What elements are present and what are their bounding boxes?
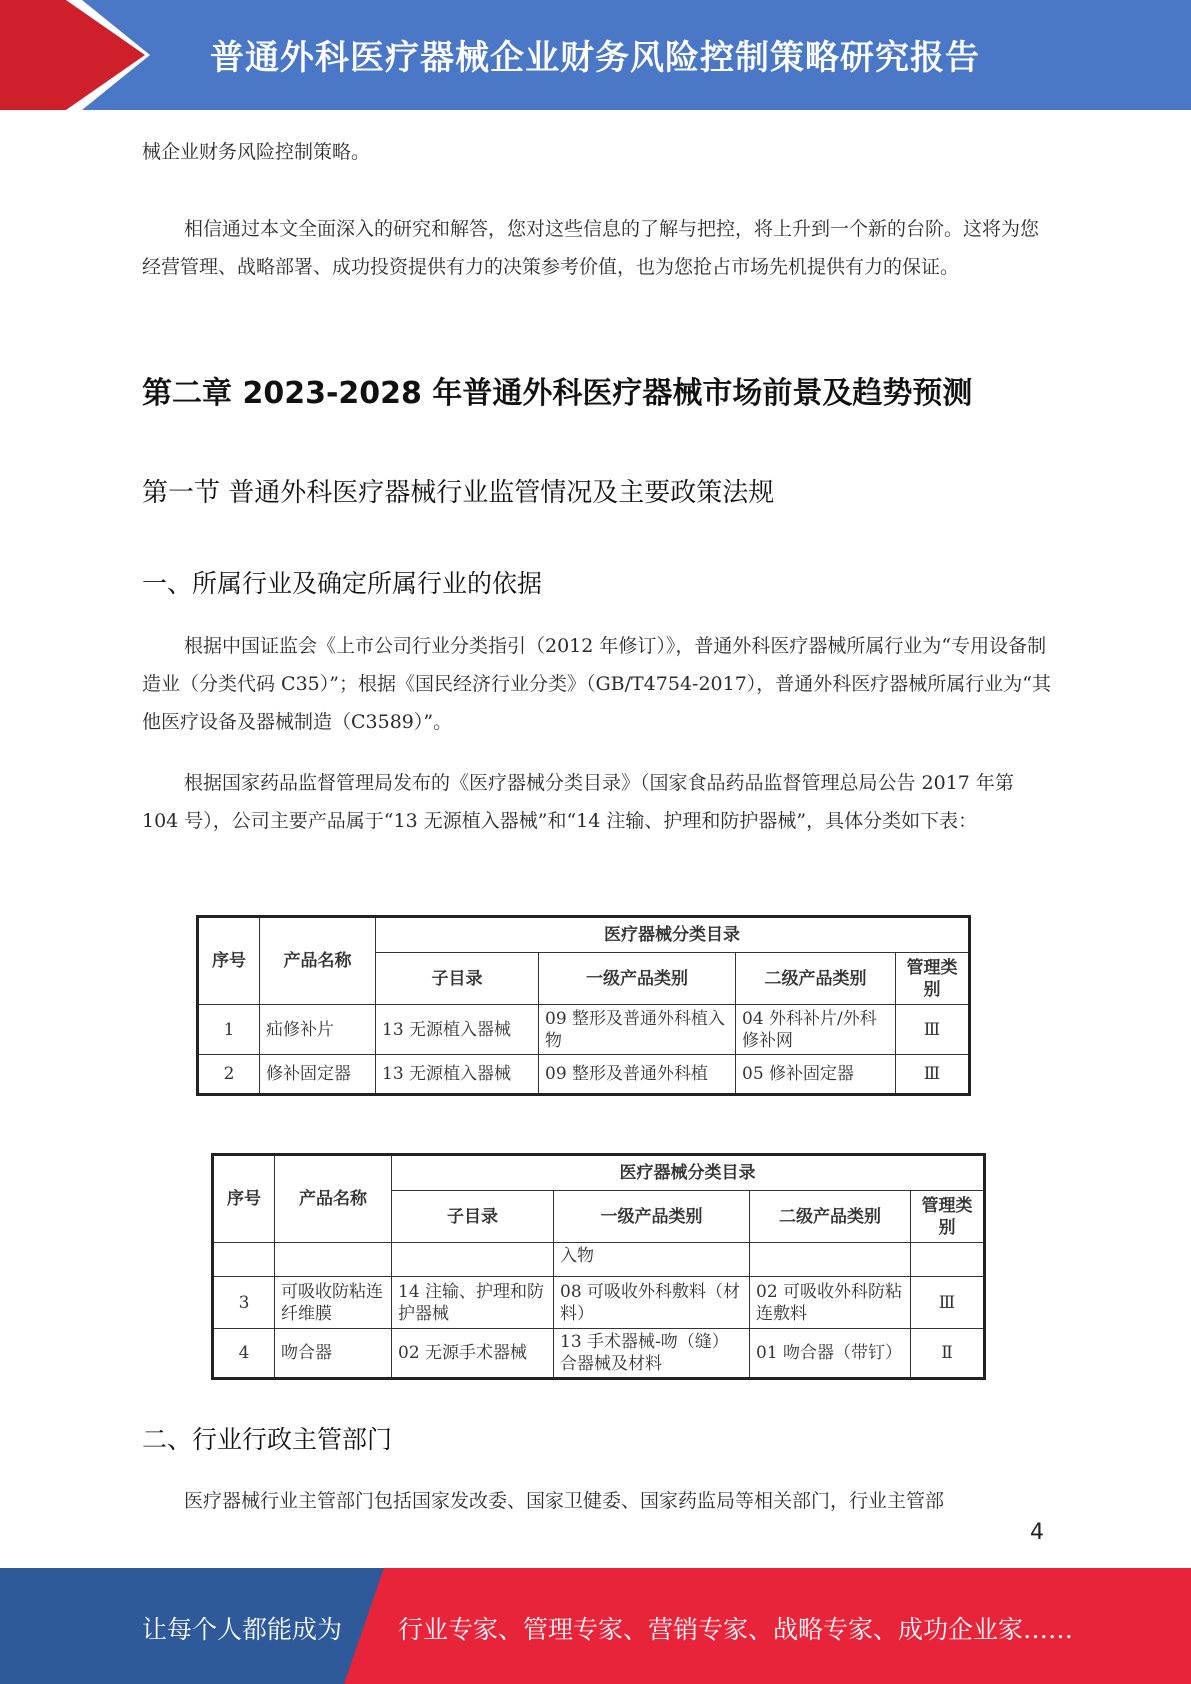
section-title: 第一节 普通外科医疗器械行业监管情况及主要政策法规 — [142, 478, 775, 508]
header-catalog-group: 医疗器械分类目录 — [376, 917, 970, 953]
cell-product-name: 吻合器 — [275, 1329, 392, 1379]
cell-management-class: Ⅲ — [896, 1055, 970, 1095]
page-header — [0, 0, 1191, 110]
cell-product-name: 可吸收防粘连纤维膜 — [275, 1277, 392, 1329]
header-catalog-group: 医疗器械分类目录 — [392, 1155, 985, 1191]
cell-product-name: 修补固定器 — [260, 1055, 376, 1095]
page-number: 4 — [1030, 1520, 1044, 1545]
cell-first-level: 08 可吸收外科敷料（材料） — [554, 1277, 750, 1329]
cell-product-name: 疝修补片 — [260, 1005, 376, 1055]
cell-management-class — [911, 1243, 985, 1277]
cell-sub-catalog: 14 注输、护理和防护器械 — [392, 1277, 554, 1329]
header-sub-catalog: 子目录 — [376, 953, 539, 1005]
cell-sub-catalog — [392, 1243, 554, 1277]
header-management-class: 管理类别 — [896, 953, 970, 1005]
header-arrow-decoration — [0, 0, 160, 110]
cell-no: 2 — [198, 1055, 260, 1095]
footer-slogan-right: 行业专家、管理专家、营销专家、战略专家、成功企业家…… — [398, 1615, 1074, 1644]
subsection-title-industry: 一、所属行业及确定所属行业的依据 — [142, 569, 543, 598]
report-title: 普通外科医疗器械企业财务风险控制策略研究报告 — [210, 38, 980, 78]
paragraph-industry-basis: 根据中国证监会《上市公司行业分类指引（2012 年修订）》，普通外科医疗器械所属行业为“专用设备制造业（分类代码 C35）”；根据《国民经济行业分类》（GB/T4754-2017），普通外科医疗器械所属行业为“其他医疗设备及器械制造（C3589）”。 — [142, 635, 1052, 733]
chapter-title: 第二章 2023-2028 年普通外科医疗器械市场前景及趋势预测 — [142, 376, 973, 411]
paragraph-authority: 医疗器械行业主管部门包括国家发改委、国家卫健委、国家药监局等相关部门，行业主管部 — [184, 1490, 945, 1512]
cell-first-level: 13 手术器械-吻（缝）合器械及材料 — [554, 1329, 750, 1379]
header-first-level: 一级产品类别 — [539, 953, 736, 1005]
cell-no: 4 — [213, 1329, 275, 1379]
cell-no: 3 — [213, 1277, 275, 1329]
header-product-name: 产品名称 — [275, 1155, 392, 1243]
cell-second-level: 01 吻合器（带钉） — [750, 1329, 911, 1379]
header-no: 序号 — [213, 1155, 275, 1243]
cell-second-level: 04 外科补片/外科修补网 — [736, 1005, 896, 1055]
cell-sub-catalog: 13 无源植入器械 — [376, 1055, 539, 1095]
cell-no: 1 — [198, 1005, 260, 1055]
cell-second-level: 02 可吸收外科防粘连敷料 — [750, 1277, 911, 1329]
paragraph-intro: 相信通过本文全面深入的研究和解答，您对这些信息的了解与把控，将上升到一个新的台阶。这将为您经营管理、战略部署、成功投资提供有力的决策参考价值，也为您抢占市场先机提供有力的保证。 — [142, 218, 1040, 278]
subsection-title-authority: 二、行业行政主管部门 — [142, 1425, 393, 1454]
cell-first-level: 09 整形及普通外科植入物 — [539, 1005, 736, 1055]
cell-no — [213, 1243, 275, 1277]
table-row — [213, 1329, 985, 1379]
header-second-level: 二级产品类别 — [736, 953, 896, 1005]
cell-product-name — [275, 1243, 392, 1277]
cell-management-class: Ⅲ — [911, 1277, 985, 1329]
cell-first-level: 入物 — [554, 1243, 750, 1277]
cell-first-level: 09 整形及普通外科植 — [539, 1055, 736, 1095]
cell-sub-catalog: 02 无源手术器械 — [392, 1329, 554, 1379]
header-product-name: 产品名称 — [260, 917, 376, 1005]
header-first-level: 一级产品类别 — [554, 1191, 750, 1243]
footer-slogan-left: 让每个人都能成为 — [142, 1615, 343, 1644]
paragraph-continuation: 械企业财务风险控制策略。 — [142, 141, 371, 163]
header-sub-catalog: 子目录 — [392, 1191, 554, 1243]
page-footer — [0, 1568, 1191, 1684]
cell-management-class: Ⅱ — [911, 1329, 985, 1379]
header-no: 序号 — [198, 917, 260, 1005]
cell-sub-catalog: 13 无源植入器械 — [376, 1005, 539, 1055]
header-management-class: 管理类别 — [911, 1191, 985, 1243]
table-row — [198, 1055, 970, 1095]
table-row — [213, 1277, 985, 1329]
cell-second-level — [750, 1243, 911, 1277]
classification-table-2 — [211, 1153, 986, 1380]
paragraph-classification: 根据国家药品监督管理局发布的《医疗器械分类目录》（国家食品药品监督管理总局公告 2017 年第 104 号），公司主要产品属于“13 无源植入器械”和“14 注输、护理和防护器械”，具体分类如下表： — [142, 772, 1014, 832]
header-second-level: 二级产品类别 — [750, 1191, 911, 1243]
cell-management-class: Ⅲ — [896, 1005, 970, 1055]
table-row — [213, 1243, 985, 1277]
classification-table-1 — [196, 915, 971, 1096]
cell-second-level: 05 修补固定器 — [736, 1055, 896, 1095]
table-row — [198, 1005, 970, 1055]
